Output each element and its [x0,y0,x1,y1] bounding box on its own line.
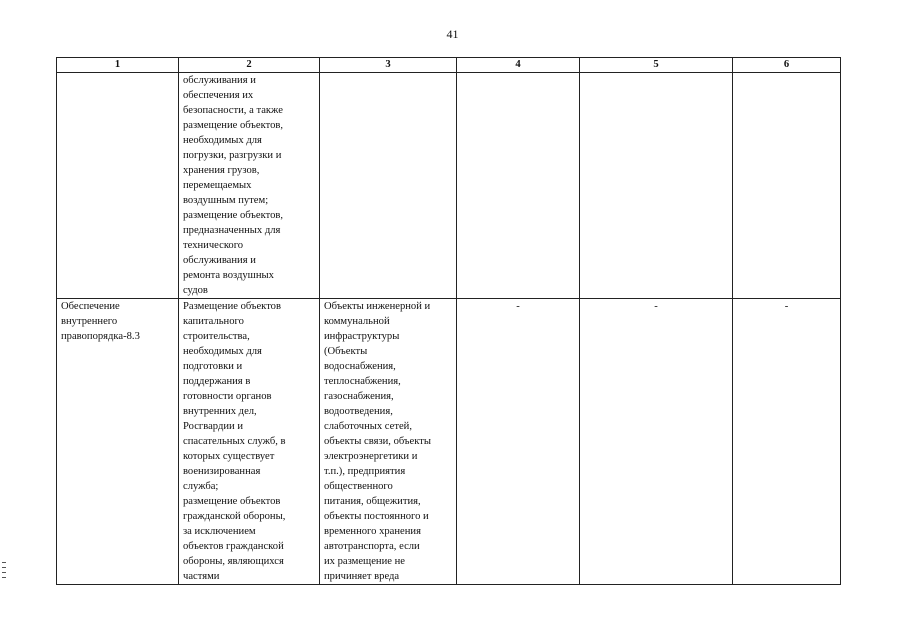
cell-text-line: обслуживания и [183,75,256,86]
cell-text-line: обслуживания и [183,255,256,266]
cell-auxiliary-uses [320,73,457,299]
cell-text-line: спасательных служб, в [183,436,286,447]
cell-text-line: предназначенных для [183,225,281,236]
column-header-6: 6 [733,58,841,73]
cell-text-line: Обеспечение [61,301,120,312]
cell-text-line: необходимых для [183,135,262,146]
cell-text-line: теплоснабжения, [324,376,401,387]
cell-auxiliary-uses [320,299,457,585]
cell-text-line: необходимых для [183,346,262,357]
cell-use-type [57,73,179,299]
cell-use-description [179,73,320,299]
cell-column-6: - [733,299,841,585]
cell-text-line: размещение объектов, [183,120,284,131]
cell-text-line: электроэнергетики и [324,451,418,462]
cell-text-line: питания, общежития, [324,496,421,507]
cell-text-line: правопорядка-8.3 [61,331,140,342]
cell-text-line: подготовки и [183,361,243,372]
table-row [57,299,841,585]
margin-scan-mark [2,562,6,588]
cell-text-line: водоотведения, [324,406,393,417]
cell-text-line: поддержания в [183,376,251,387]
column-header-5: 5 [580,58,733,73]
cell-text-line: коммунальной [324,316,390,327]
cell-text-line: причиняет вреда [324,571,400,582]
column-header-1: 1 [57,58,179,73]
cell-use-type [57,299,179,585]
cell-text-line: служба; [183,481,219,492]
cell-text-line: внутренних дел, [183,406,257,417]
cell-column-4: - [457,299,580,585]
cell-text-line: технического [183,240,244,251]
cell-column-5 [580,73,733,299]
cell-text-line: ремонта воздушных [183,270,274,281]
cell-text-line: размещение объектов [183,496,281,507]
cell-text-line: безопасности, а также [183,105,283,116]
cell-text-line: Росгвардии и [183,421,244,432]
cell-text-line: объектов гражданской [183,541,284,552]
cell-text-line: временного хранения [324,526,421,537]
cell-text-line: гражданской обороны, [183,511,286,522]
cell-text-line: готовности органов [183,391,272,402]
cell-text-line: судов [183,285,208,296]
table-row [57,73,841,299]
cell-text-line: объекты связи, объекты [324,436,431,447]
column-header-2: 2 [179,58,320,73]
cell-text-line: за исключением [183,526,256,537]
table-header-row [57,58,841,73]
cell-text-line: водоснабжения, [324,361,396,372]
regulation-table [56,57,841,585]
cell-text-line: Объекты инженерной и [324,301,431,312]
cell-text-line: которых существует [183,451,275,462]
page-number: 41 [446,27,459,41]
cell-text-line: газоснабжения, [324,391,394,402]
cell-text-line: автотранспорта, если [324,541,420,552]
cell-text-line: военизированная [183,466,261,477]
cell-text-line: обеспечения их [183,90,254,101]
cell-text-line: хранения грузов, [183,165,260,176]
cell-text-line: обороны, являющихся [183,556,284,567]
cell-text-line: капитального [183,316,244,327]
cell-text-line: (Объекты [324,346,368,357]
cell-column-4 [457,73,580,299]
cell-use-description [179,299,320,585]
cell-column-5: - [580,299,733,585]
cell-text-line: воздушным путем; [183,195,269,206]
cell-text-line: Размещение объектов [183,301,281,312]
cell-text-line: внутреннего [61,316,118,327]
cell-text-line: частями [183,571,220,582]
cell-text-line: перемещаемых [183,180,252,191]
cell-text-line: строительства, [183,331,250,342]
cell-text-line: слаботочных сетей, [324,421,412,432]
cell-text-line: инфраструктуры [324,331,400,342]
cell-text-line: их размещение не [324,556,405,567]
cell-text-line: размещение объектов, [183,210,284,221]
column-header-4: 4 [457,58,580,73]
column-header-3: 3 [320,58,457,73]
cell-text-line: погрузки, разгрузки и [183,150,282,161]
cell-text-line: т.п.), предприятия [324,466,406,477]
cell-text-line: общественного [324,481,393,492]
cell-column-6 [733,73,841,299]
cell-text-line: объекты постоянного и [324,511,429,522]
